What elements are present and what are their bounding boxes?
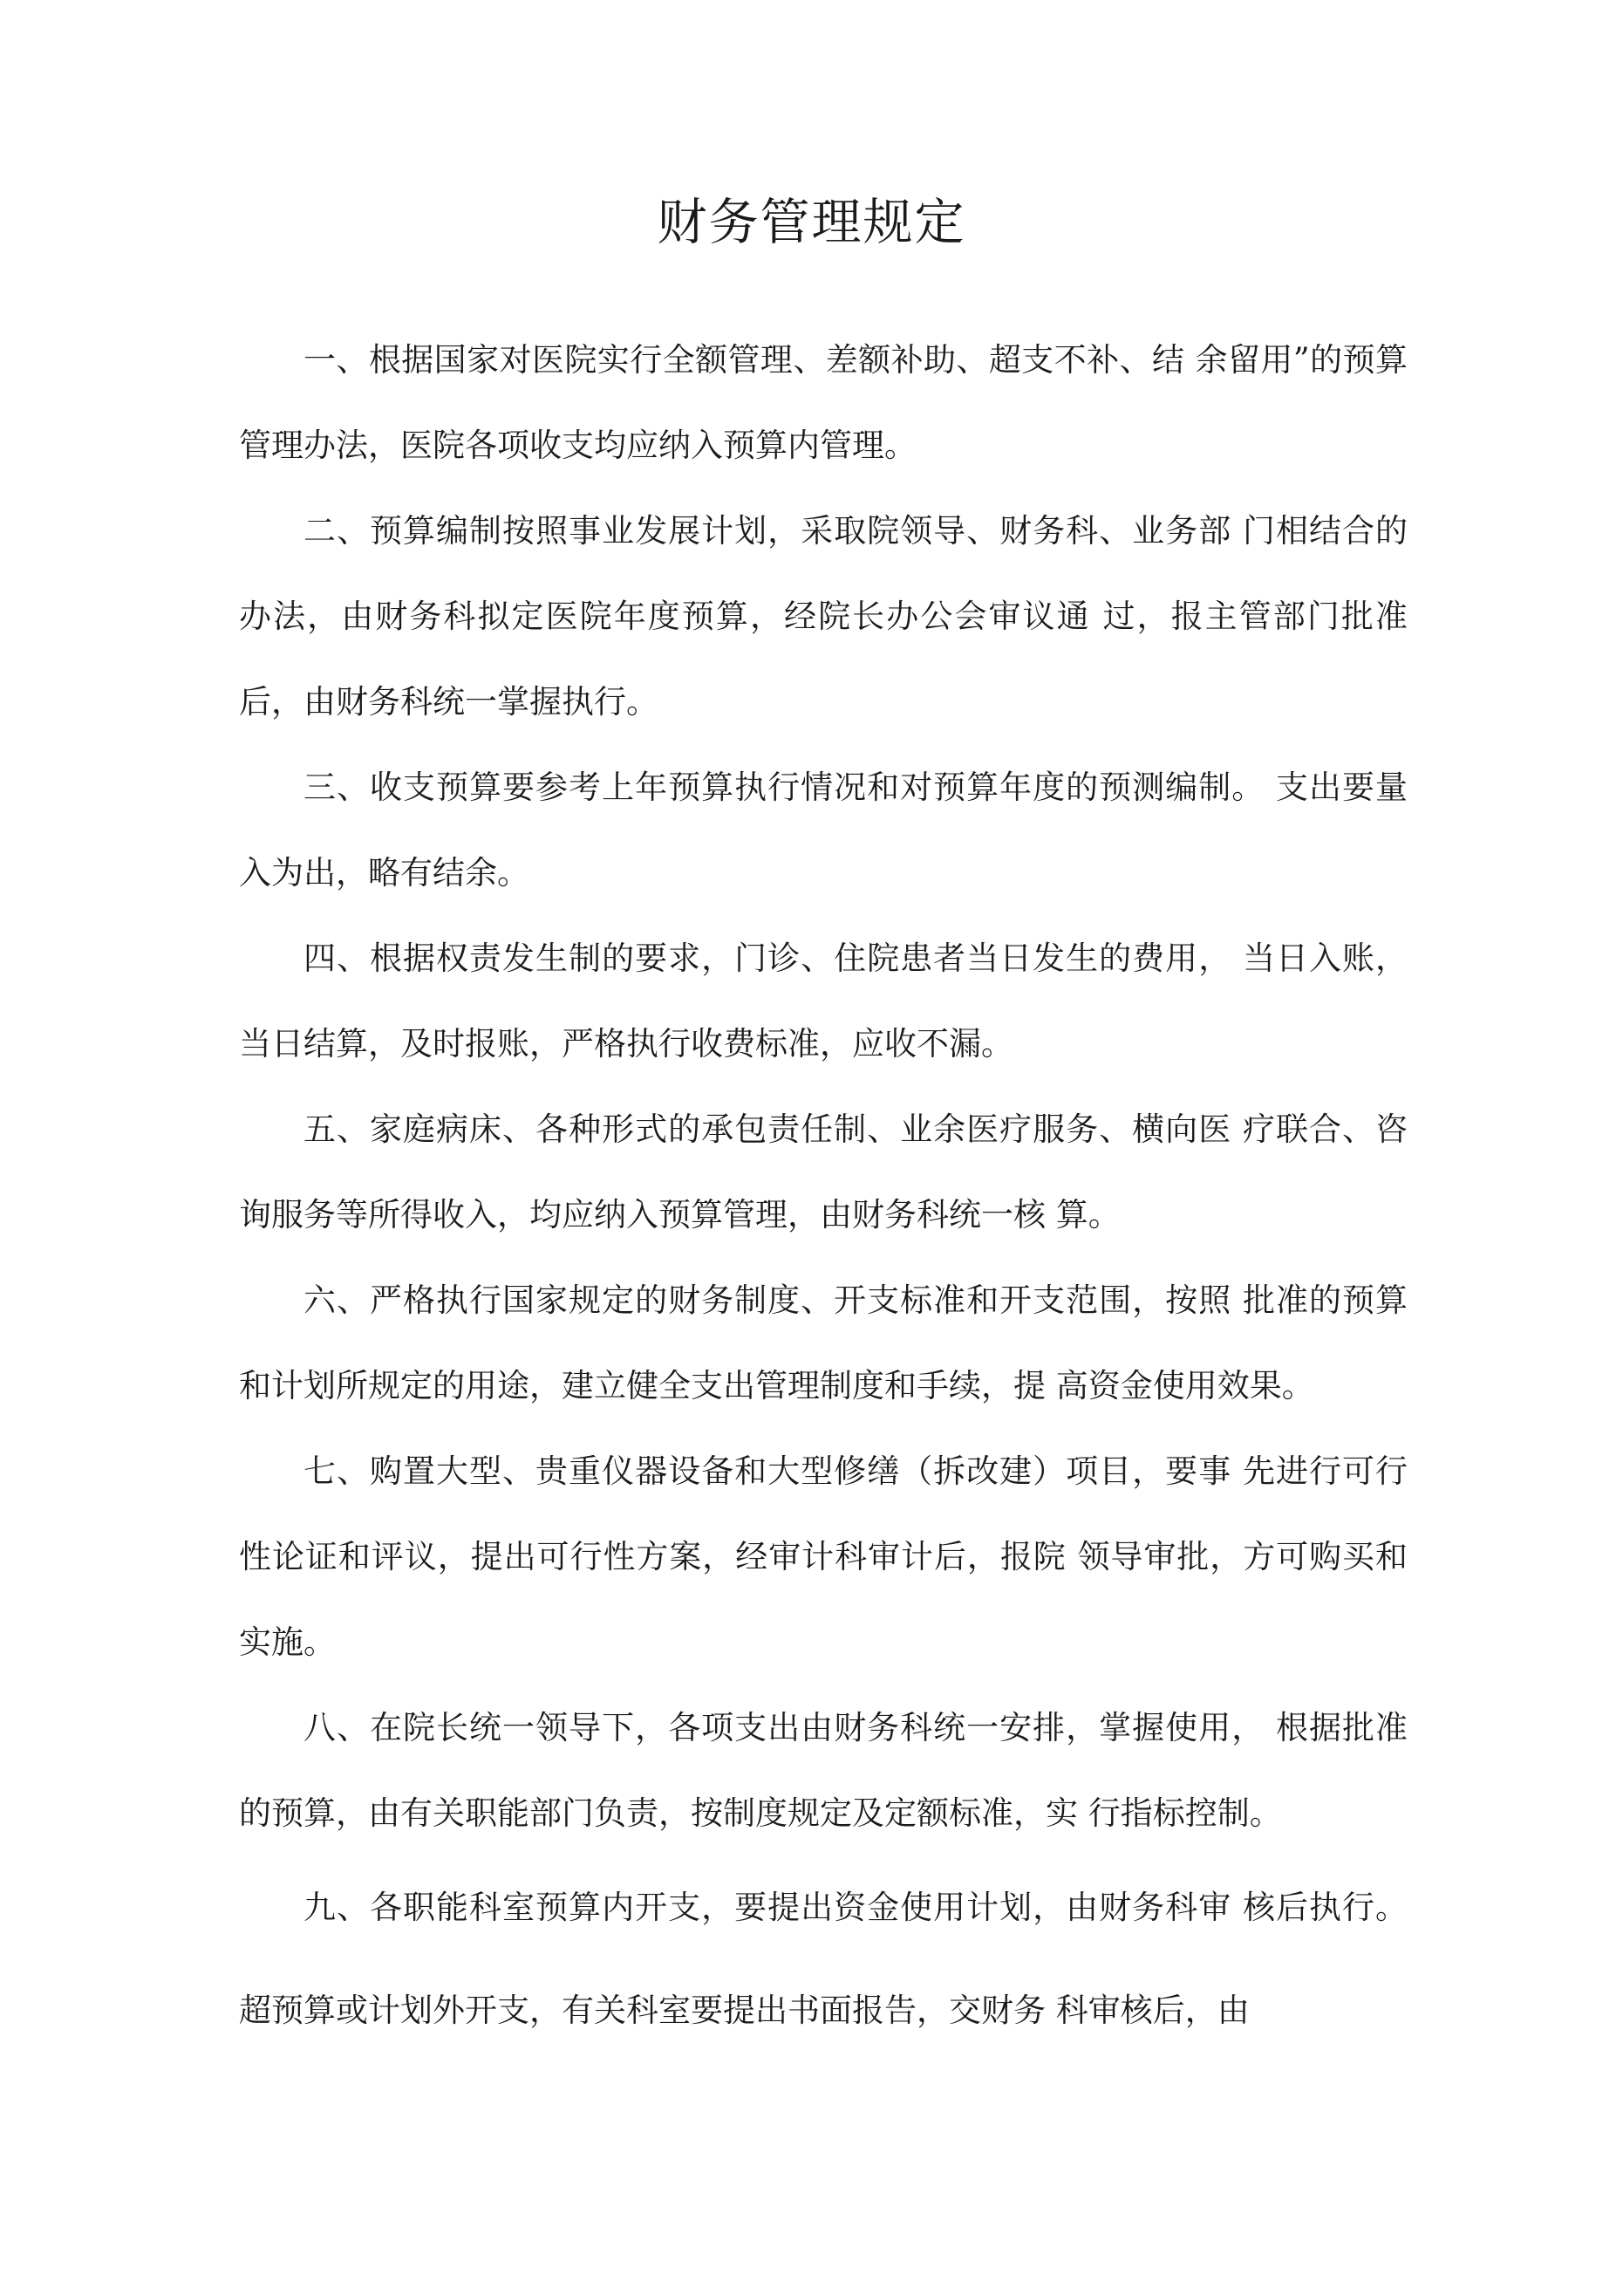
paragraph-8: 八、在院长统一领导下，各项支出由财务科统一安排，掌握使用， 根据批准的预算，由有关职能部门负责，按制度规定及定额标准，实 行指标控制。 [239,1709,1408,1832]
document-body [239,318,1408,2062]
paragraph-2: 二、预算编制按照事业发展计划，采取院领导、财务科、业务部 门相结合的办法，由财务科拟定医院年度预算，经院长办公会审议通 过，报主管部门批准后，由财务科统一掌握执行。 [239,512,1408,721]
paragraph-9: 九、各职能科室预算内开支，要提出资金使用计划，由财务科审 核后执行。超预算或计划外开支，有关科室要提出书面报告，交财务 科审核后，由 [239,1889,1408,2029]
paragraph-5: 五、家庭病床、各种形式的承包责任制、业余医疗服务、横向医 疗联合、咨询服务等所得收入，均应纳入预算管理，由财务科统一核 算。 [239,1110,1408,1233]
paragraph-3: 三、收支预算要参考上年预算执行情况和对预算年度的预测编制。 支出要量入为出，略有结余。 [239,769,1408,892]
paragraph-4: 四、根据权责发生制的要求，门诊、住院患者当日发生的费用， 当日入账，当日结算，及时报账，严格执行收费标准，应收不漏。 [239,940,1408,1063]
paragraph-1: 一、根据国家对医院实行全额管理、差额补助、超支不补、结 余留用”的预算管理办法，医院各项收支均应纳入预算内管理。 [239,341,1408,464]
document-title: 财务管理规定 [657,194,966,251]
paragraph-7: 七、购置大型、贵重仪器设备和大型修缮（拆改建）项目，要事 先进行可行性论证和评议，提出可行性方案，经审计科审计后，报院 领导审批，方可购买和实施。 [239,1452,1408,1661]
paragraph-6: 六、严格执行国家规定的财务制度、开支标准和开支范围，按照 批准的预算和计划所规定的用途，建立健全支出管理制度和手续，提 高资金使用效果。 [239,1281,1408,1404]
